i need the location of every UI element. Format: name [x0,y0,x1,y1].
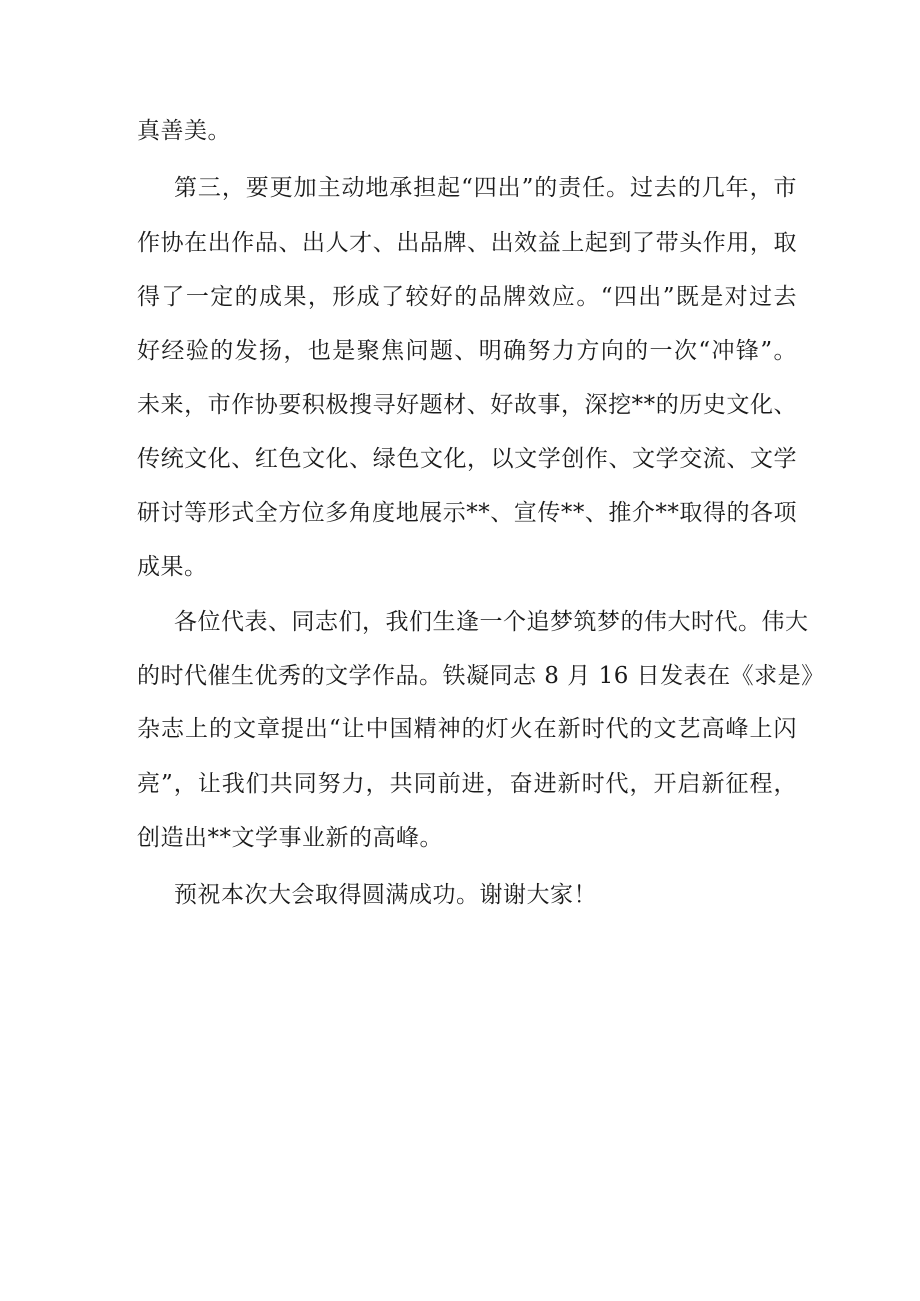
paragraph-2-line-8: 成果。 [137,554,208,580]
paragraph-4-line-1: 预祝本次大会取得圆满成功。谢谢大家！ [174,882,597,908]
paragraph-3-line-4: 亮”，让我们共同努力，共同前进，奋进新时代，开启新征程， [137,771,797,797]
paragraph-2-line-4: 好经验的发扬，也是聚焦问题、明确努力方向的一次“冲锋”。 [137,338,797,364]
paragraph-2-line-5: 未来，市作协要积极搜寻好题材、好故事，深挖**的历史文化、 [137,392,797,418]
paragraph-3-line-3: 杂志上的文章提出“让中国精神的灯火在新时代的文艺高峰上闪 [137,716,797,742]
paragraph-1-line-1: 真善美。 [137,118,231,144]
paragraph-3-line-2: 的时代催生优秀的文学作品。铁凝同志 8 月 16 日发表在《求是》 [137,663,825,689]
paragraph-3-line-1: 各位代表、同志们，我们生逢一个追梦筑梦的伟大时代。伟大 [174,609,809,635]
paragraph-2-line-6: 传统文化、红色文化、绿色文化，以文学创作、文学交流、文学 [137,446,797,472]
paragraph-2-line-2: 作协在出作品、出人才、出品牌、出效益上起到了带头作用，取 [137,230,797,256]
paragraph-2-line-3: 得了一定的成果，形成了较好的品牌效应。“四出”既是对过去 [137,284,797,310]
paragraph-3-line-5: 创造出**文学事业新的高峰。 [137,825,443,851]
paragraph-2-line-7: 研讨等形式全方位多角度地展示**、宣传**、推介**取得的各项 [137,500,797,526]
paragraph-2-line-1: 第三，要更加主动地承担起“四出”的责任。过去的几年，市 [174,175,797,201]
